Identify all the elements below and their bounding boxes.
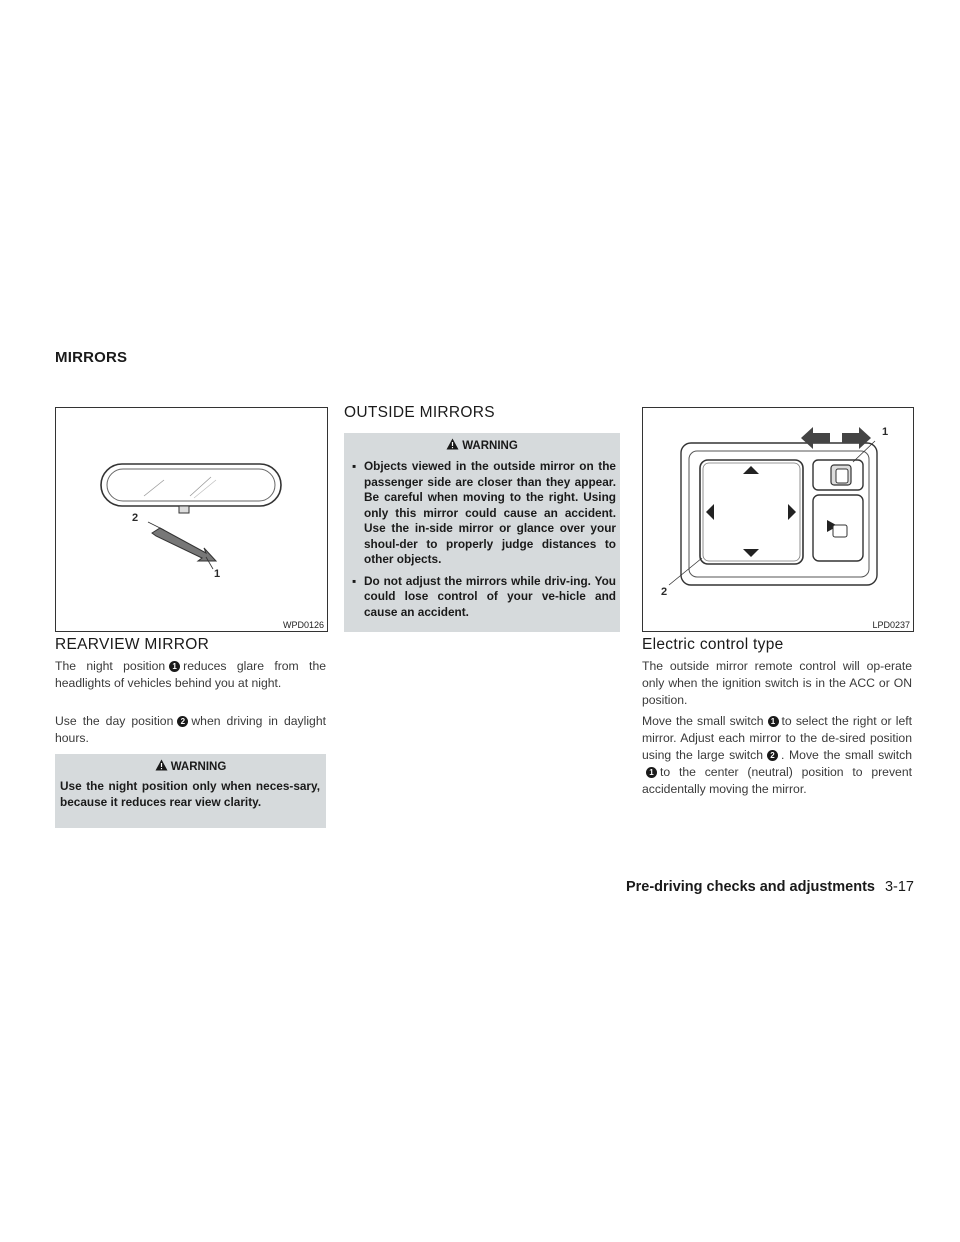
callout-number: 2 (177, 716, 188, 727)
text: when driving in daylight hours. (55, 714, 326, 745)
rearview-mirror-figure (55, 407, 328, 632)
rearview-paragraph-1 (55, 658, 326, 692)
rearview-mirror-heading: REARVIEW MIRROR (55, 636, 210, 653)
text: to the center (neutral) position to prevent accidentally moving the mirror. (642, 765, 912, 796)
text: Use the day position (55, 714, 174, 728)
text: reduces glare from the headlights of vehicles behind you at night. (55, 659, 326, 690)
text: Move the small switch (642, 714, 764, 728)
warning-header (344, 433, 620, 454)
outside-mirrors-heading: OUTSIDE MIRRORS (344, 404, 495, 421)
mirror-switch-illustration (643, 408, 913, 631)
warning-item (344, 574, 616, 621)
bullet-icon: ▪ (352, 573, 357, 588)
text: . Move the small switch (780, 748, 912, 762)
text: The night position (55, 659, 166, 673)
warning-title: WARNING (170, 761, 227, 773)
callout-number: 1 (646, 767, 657, 778)
section-title: MIRRORS (55, 349, 128, 366)
callout-1: 1 (214, 568, 221, 580)
warning-triangle-icon (446, 438, 459, 453)
electric-paragraph-1: The outside mirror remote control will op-erate only when the ignition switch is in the ACC or ON position. (642, 659, 912, 707)
callout-2: 2 (132, 512, 139, 524)
callout-number: 2 (767, 750, 778, 761)
bullet-icon: ▪ (352, 459, 357, 473)
callout-number: 1 (768, 716, 779, 727)
figure-code: LPD0237 (872, 620, 910, 630)
chapter-title: Pre-driving checks and adjustments (625, 879, 875, 895)
warning-text: Use the night position only when neces-sary, because it reduces rear view clarity. (60, 779, 320, 809)
warning-triangle-icon (155, 759, 168, 774)
page-footer (626, 879, 914, 895)
electric-paragraph-2 (642, 713, 912, 798)
electric-control-heading: Electric control type (642, 636, 784, 653)
callout-number: 1 (169, 661, 180, 672)
callout-1: 1 (882, 426, 889, 438)
warning-item-text: Objects viewed in the outside mirror on the passenger side are closer than they appear. Be careful when moving to the right. Using only this mirror could cause an accident. Use the in-side mirror or glance over your shoul-der to properly judge distances to other objects. (364, 459, 616, 566)
rearview-warning-box (55, 754, 326, 828)
warning-header (55, 754, 326, 775)
warning-item-text: Do not adjust the mirrors while driv-ing. You could lose control of your ve-hicle and cause an accident. (364, 573, 616, 619)
callout-2: 2 (661, 586, 668, 598)
figure-code: WPD0126 (282, 620, 324, 630)
page-number: 3-17 (884, 879, 914, 895)
outside-warning-box (344, 433, 620, 632)
warning-list (344, 454, 620, 620)
text: to select the right or left mirror. Adjust each mirror to the de-sired position using the large switch (642, 714, 912, 762)
rearview-paragraph-2 (55, 713, 326, 747)
electric-control-figure (642, 407, 914, 632)
warning-item (344, 459, 616, 568)
rearview-mirror-illustration (56, 408, 327, 631)
warning-title: WARNING (462, 440, 518, 452)
